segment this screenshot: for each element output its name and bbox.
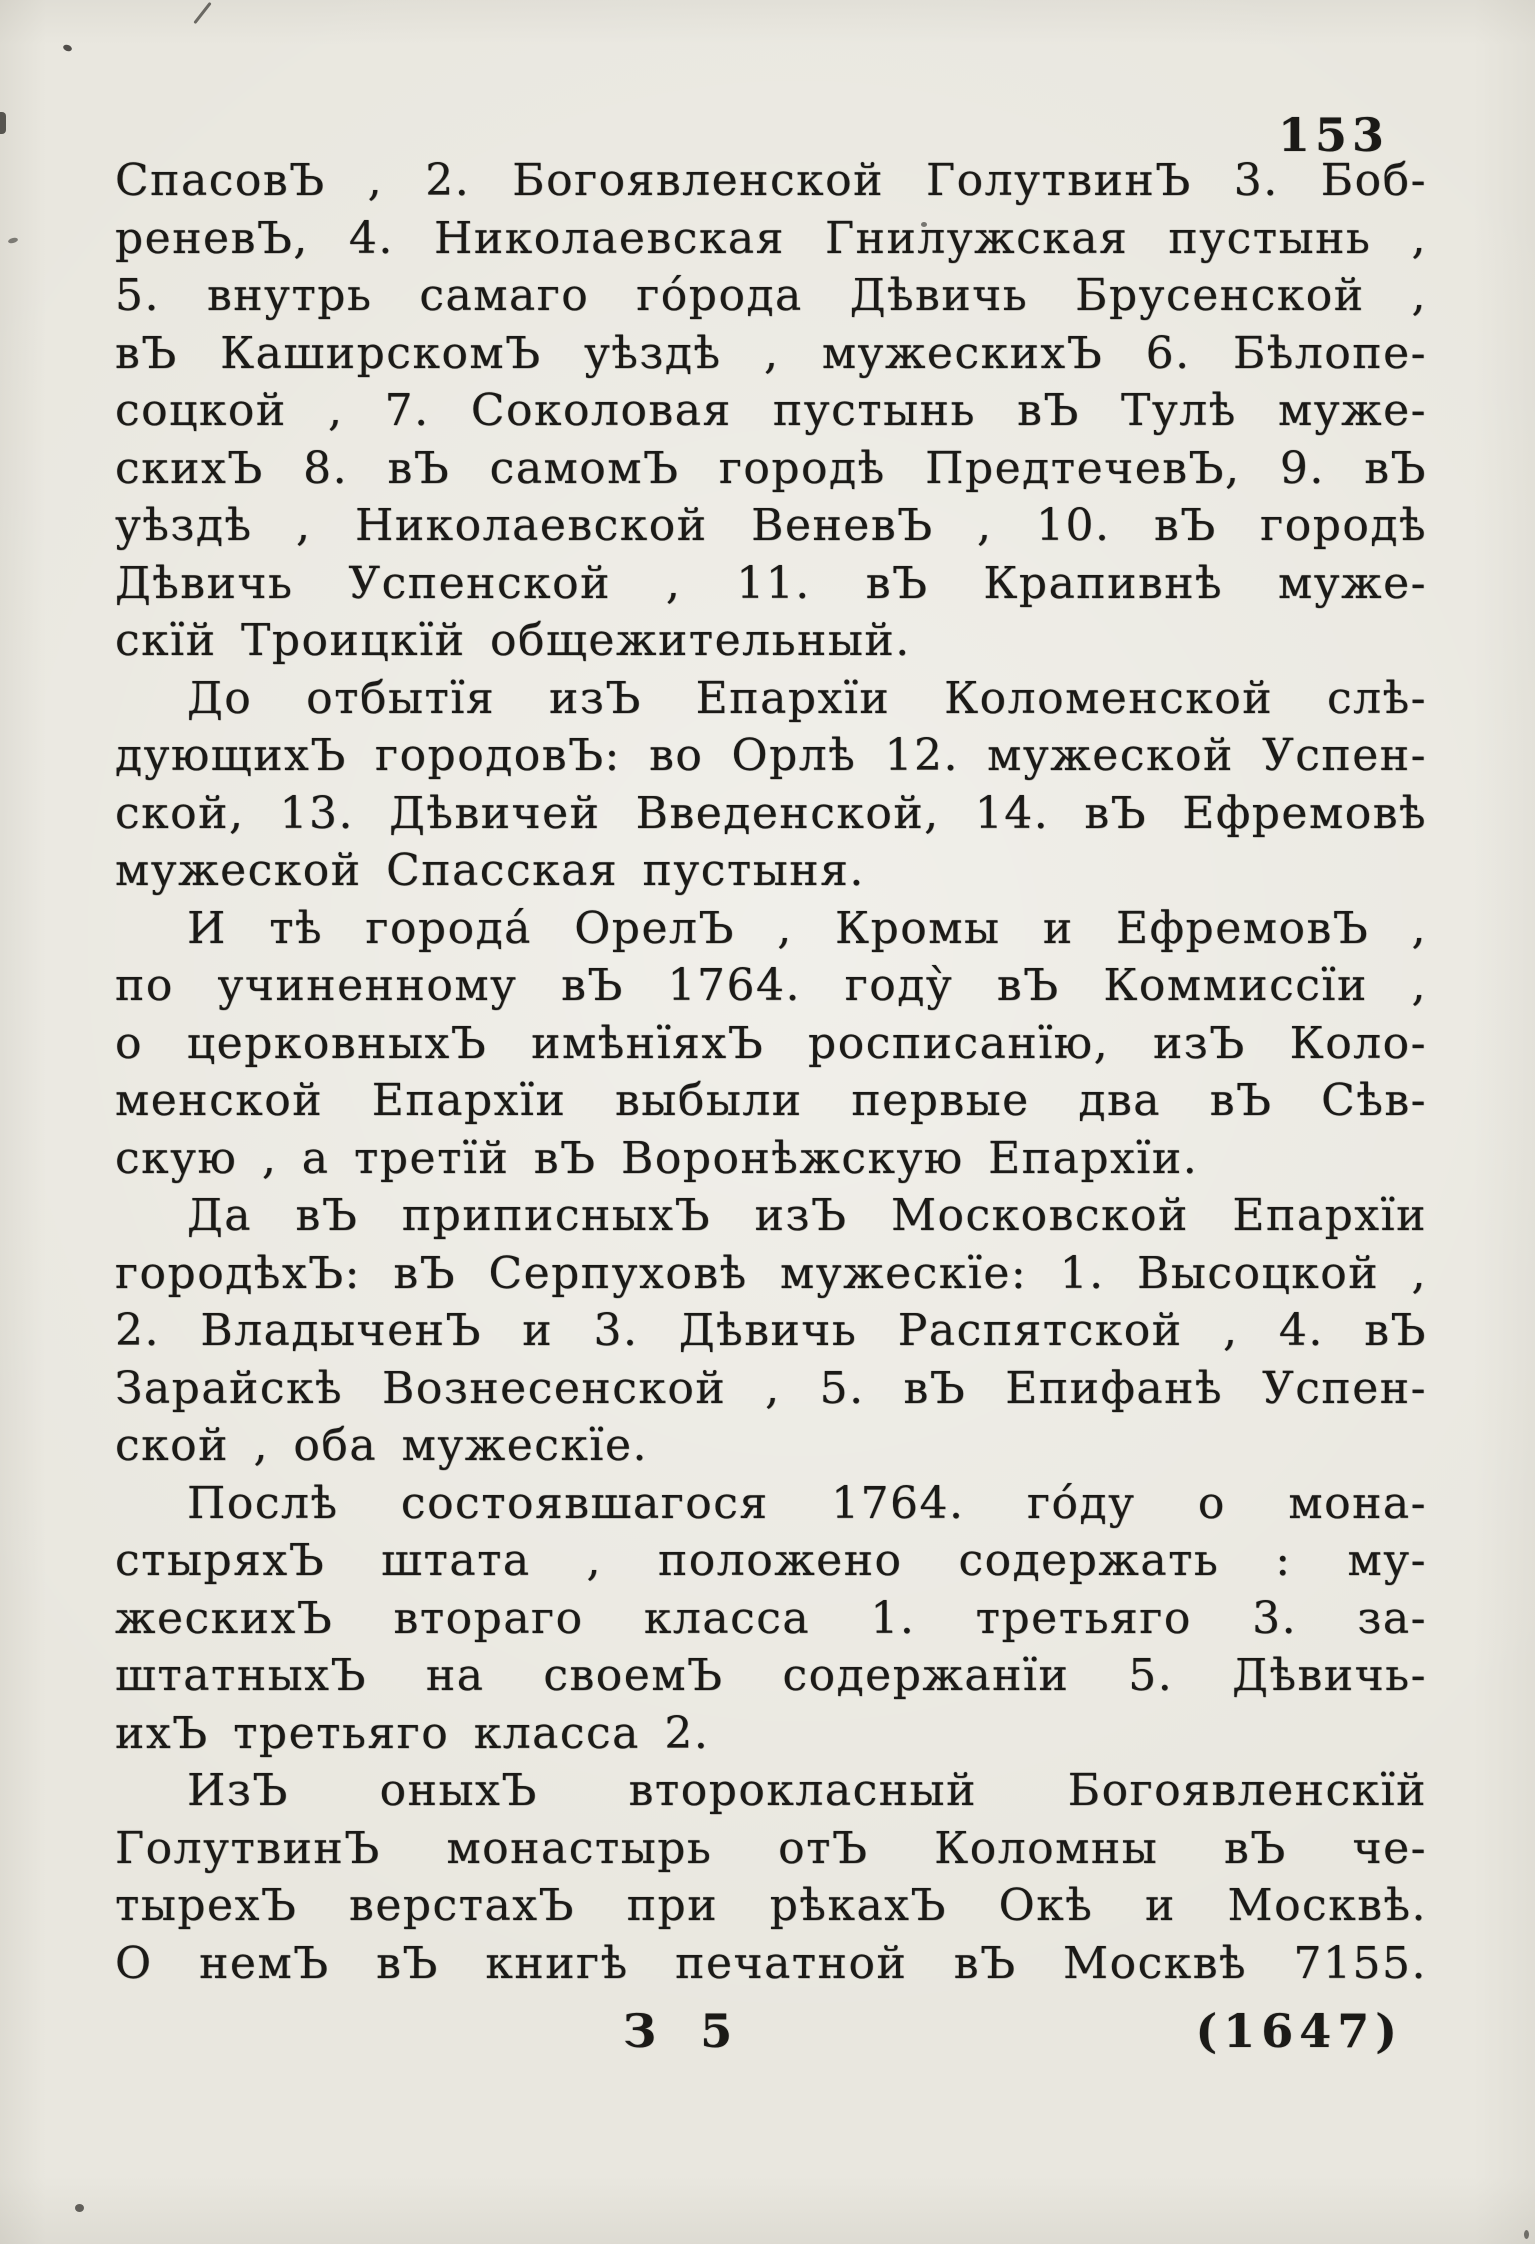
text-line: штатныхЪ на своемЪ содержанїи 5. Дѣвичь- [115, 1650, 1427, 1701]
paper-speck [8, 237, 19, 244]
text-line: мужеской Спасская пустыня. [115, 845, 865, 896]
footer-line [115, 2004, 1427, 2084]
text-line: ИзЪ оныхЪ второкласный Богоявленскїй [187, 1765, 1427, 1816]
text-line: скихЪ 8. вЪ самомЪ городѣ ПредтечевЪ, 9. вЪ [115, 442, 1427, 494]
text-line: о церковныхЪ имѣнїяхЪ росписанїю, изЪ Коло- [115, 1017, 1427, 1069]
text-line: 5. внутрь самаго го́рода Дѣвичь Брусенской , [115, 270, 1427, 321]
text-line: И тѣ города́ ОрелЪ , Кромы и ЕфремовЪ , [187, 902, 1427, 954]
page-number: 153 [1278, 108, 1390, 162]
text-block [115, 152, 1427, 2084]
text-line: по учиненному вЪ 1764. году̀ вЪ Коммиссїи , [115, 960, 1427, 1011]
text-line: Послѣ состоявшагося 1764. го́ду о мона- [187, 1477, 1427, 1529]
paper-speck [62, 44, 73, 53]
text-line: 2. ВладыченЪ и 3. Дѣвичь Распятской , 4. вЪ [115, 1305, 1427, 1356]
text-line: менской Епархїи выбыли первые два вЪ Сѣв- [115, 1075, 1427, 1126]
paper-speck [75, 2204, 84, 2212]
text-line: ской, 13. Дѣвичей Введенской, 14. вЪ Ефремовѣ [115, 787, 1427, 839]
text-line: соцкой , 7. Соколовая пустынь вЪ Тулѣ муже- [115, 385, 1427, 436]
signature-mark: З 5 [623, 2004, 747, 2058]
lines-host [115, 152, 1427, 1992]
text-line: Дѣвичь Успенской , 11. вЪ Крапивнѣ муже- [115, 557, 1427, 609]
text-line: Зарайскѣ Вознесенской , 5. вЪ Епифанѣ Успен- [115, 1362, 1427, 1414]
text-line: ГолутвинЪ монастырь отЪ Коломны вЪ че- [115, 1822, 1427, 1874]
text-line: вЪ КаширскомЪ уѣздѣ , мужескихЪ 6. Бѣлопе- [115, 327, 1427, 379]
text-line: До отбытїя изЪ Епархїи Коломенской слѣ- [187, 672, 1427, 724]
text-line: городѣхЪ: вЪ Серпуховѣ мужескїе: 1. Высоцкой , [115, 1247, 1427, 1299]
text-line: СпасовЪ , 2. Богоявленской ГолутвинЪ 3. Боб- [115, 155, 1427, 206]
paper-speck [193, 2, 211, 24]
text-line: Да вЪ приписныхЪ изЪ Московской Епархїи [187, 1190, 1427, 1241]
paper-speck [1524, 2230, 1529, 2239]
text-line: жескихЪ втораго класса 1. третьяго 3. за- [115, 1592, 1427, 1644]
text-line: реневЪ, 4. Николаевская Гнилужская пустынь , [115, 212, 1427, 264]
text-line: скую , а третїй вЪ Воронѣжскую Епархїи. [115, 1132, 1199, 1184]
text-line: дующихЪ городовЪ: во Орлѣ 12. мужеской Успен- [115, 730, 1427, 781]
text-line: стыряхЪ штата , положено содержать : му- [115, 1535, 1427, 1586]
paper-speck [0, 112, 6, 134]
text-line: уѣздѣ , Николаевской ВеневЪ , 10. вЪ городѣ [115, 500, 1427, 551]
text-line: ской , оба мужескїе. [115, 1420, 648, 1471]
text-line: ихЪ третьяго класса 2. [115, 1707, 710, 1759]
text-line: скїй Троицкїй общежительный. [115, 615, 911, 666]
text-line: О немЪ вЪ книгѣ печатной вЪ Москвѣ 7155. [115, 1937, 1427, 1989]
year-label: (1647) [1195, 2004, 1403, 2058]
text-line: тырехЪ верстахЪ при рѣкахЪ Окѣ и Москвѣ. [115, 1880, 1427, 1931]
